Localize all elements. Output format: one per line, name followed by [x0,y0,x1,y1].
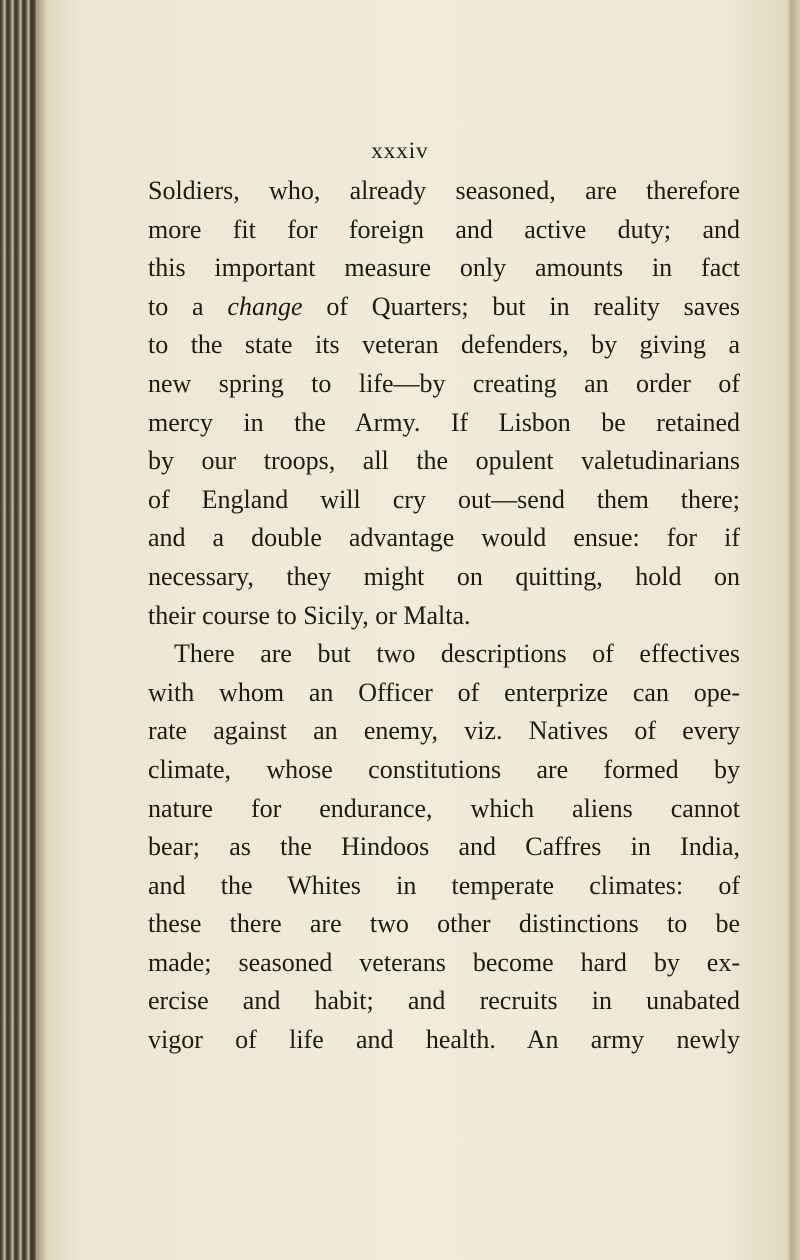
text-line: of England will cry out—send them there; [148,484,740,514]
text-line: ercise and habit; and recruits in unabated [148,986,740,1016]
text-line: made; seasoned veterans become hard by ex- [148,947,740,977]
text-line: by our troops, all the opulent valetudinarians [148,446,740,476]
text-line: to a change of Quarters; but in reality saves [148,291,740,321]
italic-emphasis: change [227,291,303,321]
text-line: these there are two other distinctions to be [148,909,740,939]
text-line: vigor of life and health. An army newly [148,1025,740,1055]
text-line: Soldiers, who, already seasoned, are therefore [148,176,740,205]
text-line: more fit for foreign and active duty; and [148,214,740,244]
gutter-shadow [30,0,48,1260]
text-line: bear; as the Hindoos and Caffres in India, [148,832,740,862]
text-line: this important measure only amounts in fact [148,253,740,283]
text-line: with whom an Officer of enterprize can ope- [148,677,740,707]
text-line: rate against an enemy, viz. Natives of every [148,716,740,746]
text-line: new spring to life—by creating an order of [148,368,740,398]
text-line: and the Whites in temperate climates: of [148,870,740,900]
paragraph-end-line: their course to Sicily, or Malta. [148,600,471,630]
body-text [148,172,740,1060]
text-line: to the state its veteran defenders, by giving a [148,330,740,360]
text-line: nature for endurance, which aliens cannot [148,793,740,823]
paragraph-start-line: There are but two descriptions of effectives [174,639,740,669]
page-number: xxxiv [371,138,429,163]
text-line: necessary, they might on quitting, hold on [148,561,740,591]
text-line: and a double advantage would ensue: for if [148,523,740,553]
text-line: mercy in the Army. If Lisbon be retained [148,407,740,437]
text-line: climate, whose constitutions are formed by [148,754,740,784]
page-edge [786,0,800,1260]
